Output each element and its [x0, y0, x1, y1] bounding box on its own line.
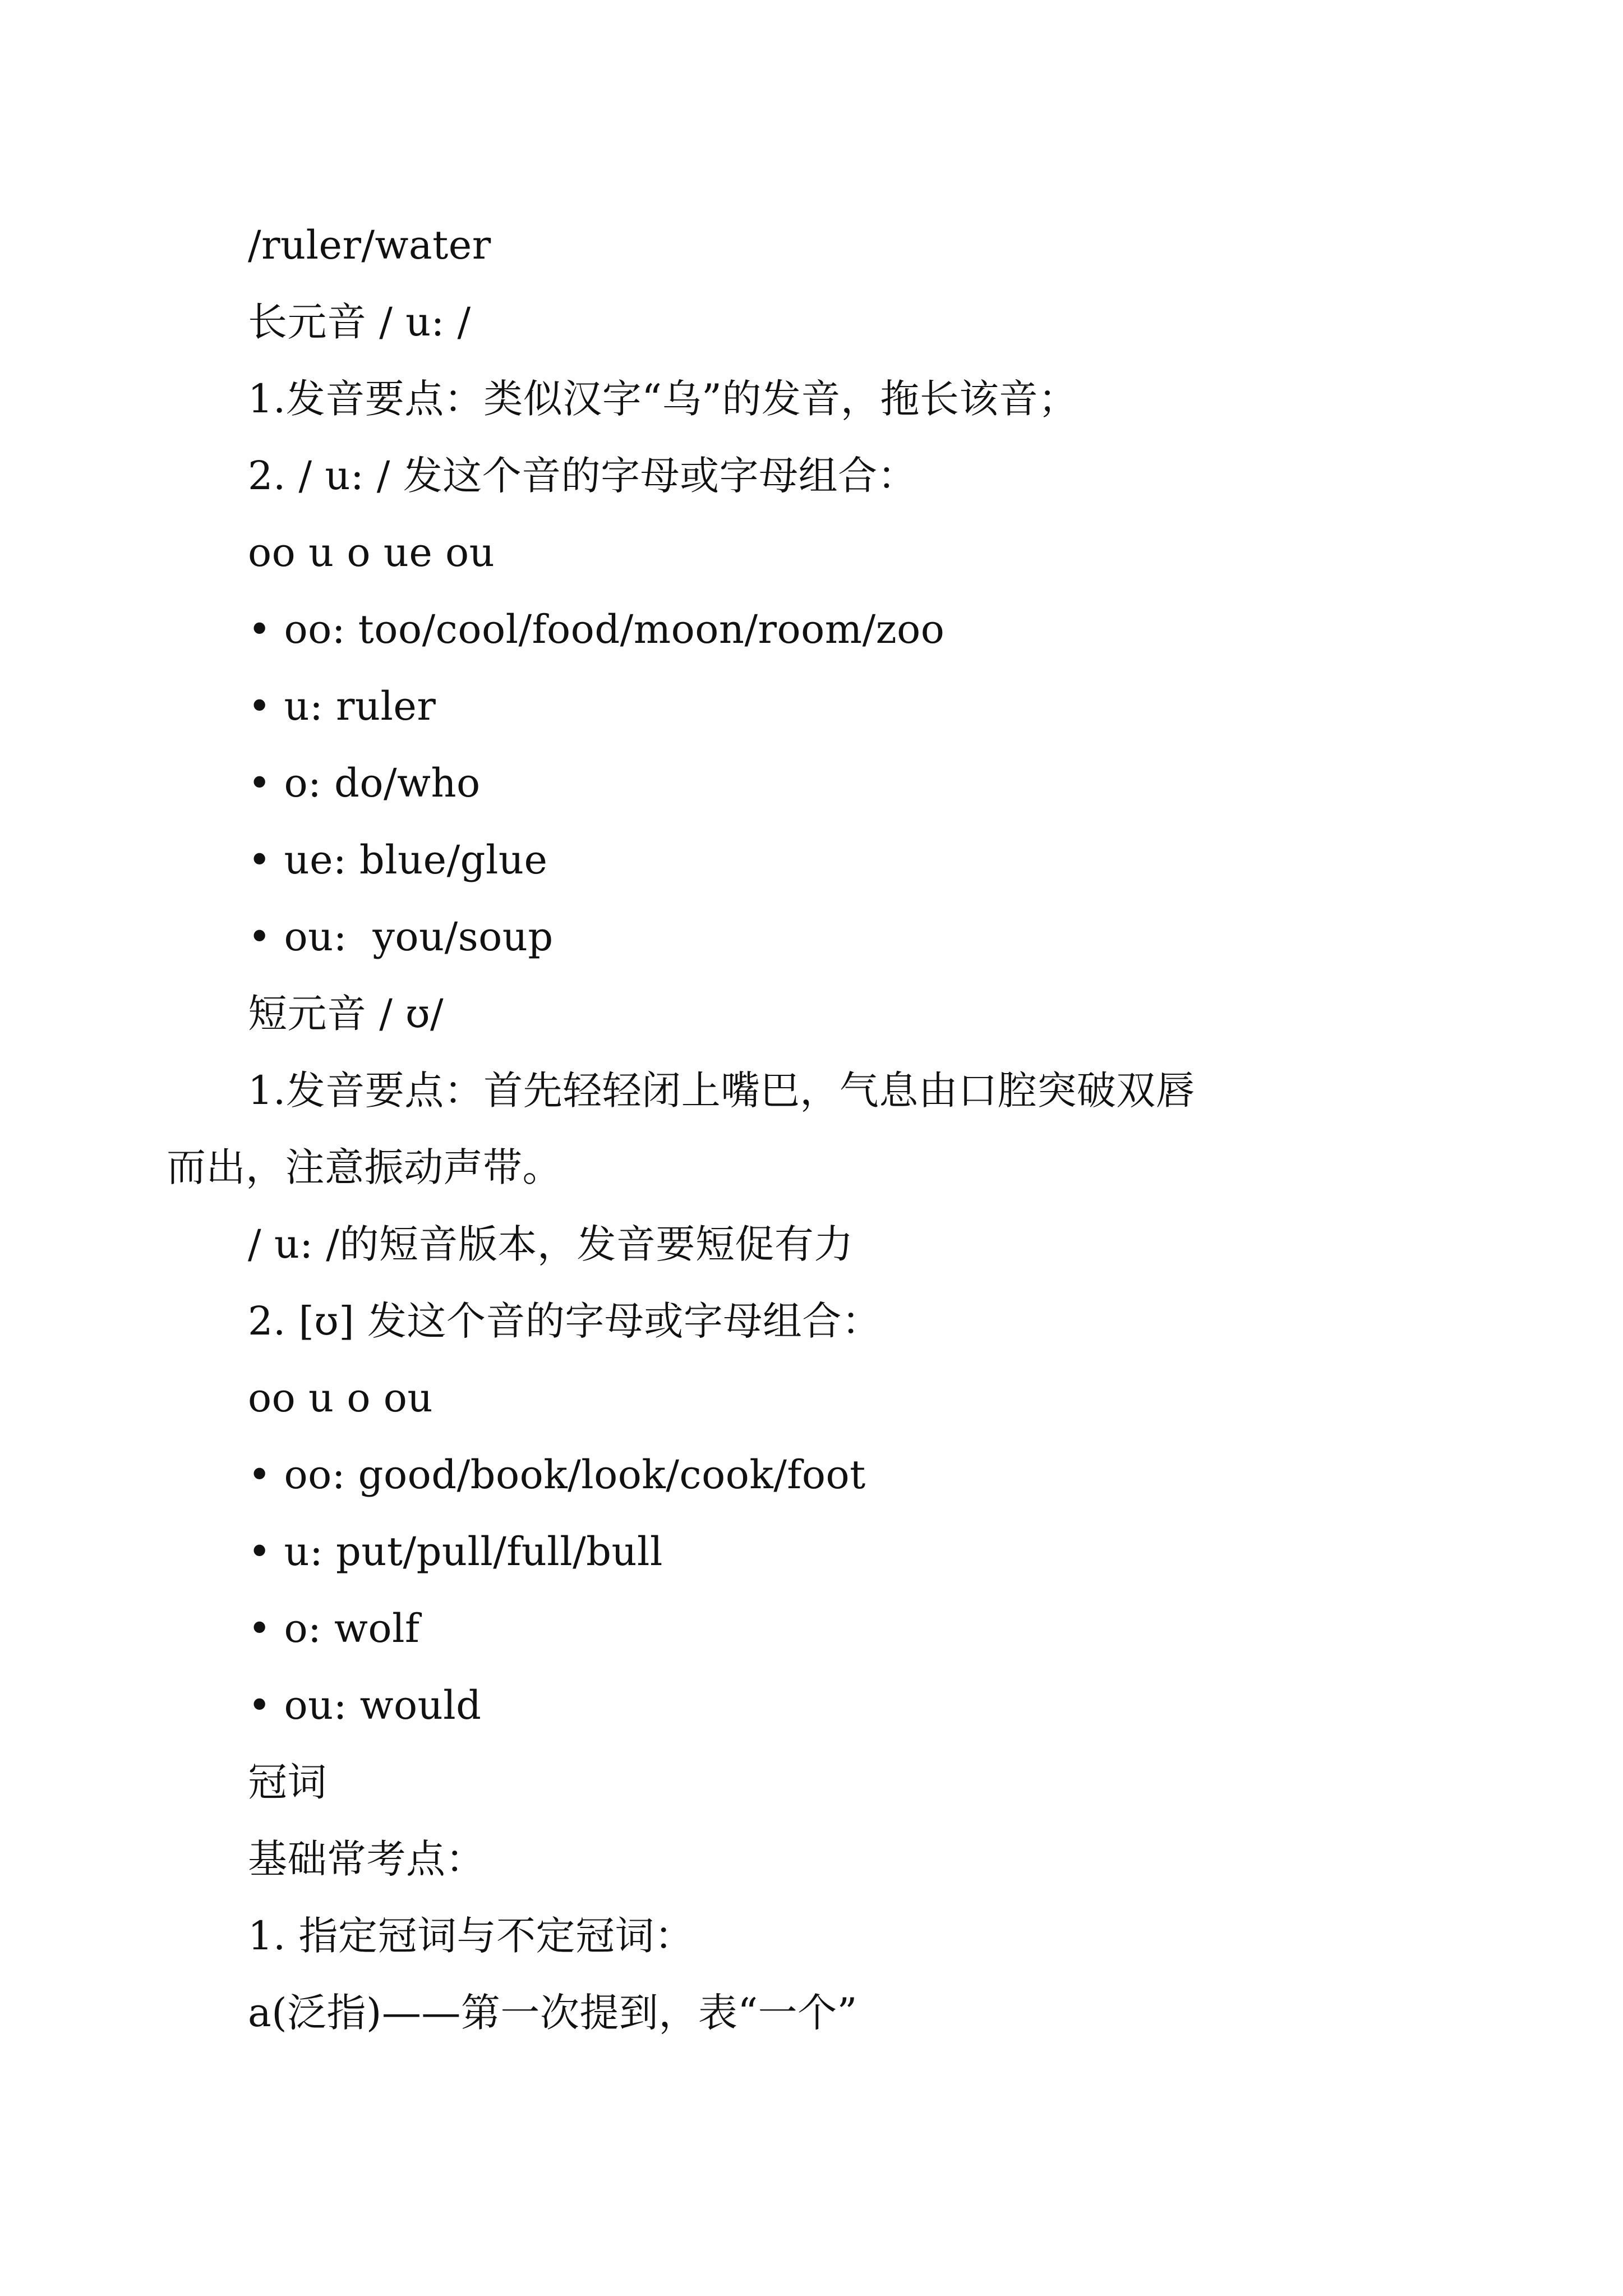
text-line: a(泛指)——第一次提到，表“一个” — [248, 1990, 857, 2036]
bullet-item: • u: put/pull/full/bull — [248, 1529, 663, 1575]
text-line: 2. [ʊ] 发这个音的字母或字母组合： — [248, 1298, 882, 1344]
bullet-item: • o: do/who — [248, 760, 481, 806]
text-line: /ruler/water — [248, 222, 491, 268]
bullet-item: • ou: would — [248, 1682, 482, 1728]
bullet-item: • oo: too/cool/food/moon/room/zoo — [248, 606, 945, 652]
section-heading-long-vowel: 长元音 / u: / — [248, 299, 471, 345]
bullet-item: • o: wolf — [248, 1605, 420, 1651]
text-line: 基础常考点： — [248, 1836, 485, 1882]
text-line-continuation: 而出，注意振动声带。 — [167, 1144, 562, 1190]
text-line: oo u o ue ou — [248, 530, 495, 576]
text-line: 2. / u: / 发这个音的字母或字母组合： — [248, 453, 917, 499]
section-heading-short-vowel: 短元音 / ʊ/ — [248, 991, 444, 1037]
bullet-item: • u: ruler — [248, 683, 436, 729]
text-line: 1.发音要点：类似汉字“乌”的发音，拖长该音； — [248, 376, 1078, 422]
text-line: / u: /的短音版本，发音要短促有力 — [248, 1221, 854, 1267]
text-line: 1. 指定冠词与不定冠词： — [248, 1913, 694, 1959]
text-line: oo u o ou — [248, 1375, 433, 1421]
text-line: 1.发音要点：首先轻轻闭上嘴巴，气息由口腔突破双唇 — [248, 1068, 1196, 1114]
document-body — [167, 217, 1459, 2062]
bullet-item: • ue: blue/glue — [248, 837, 548, 883]
bullet-item: • ou: you/soup — [248, 914, 554, 960]
bullet-item: • oo: good/book/look/cook/foot — [248, 1452, 866, 1498]
section-heading-articles: 冠词 — [248, 1759, 327, 1805]
